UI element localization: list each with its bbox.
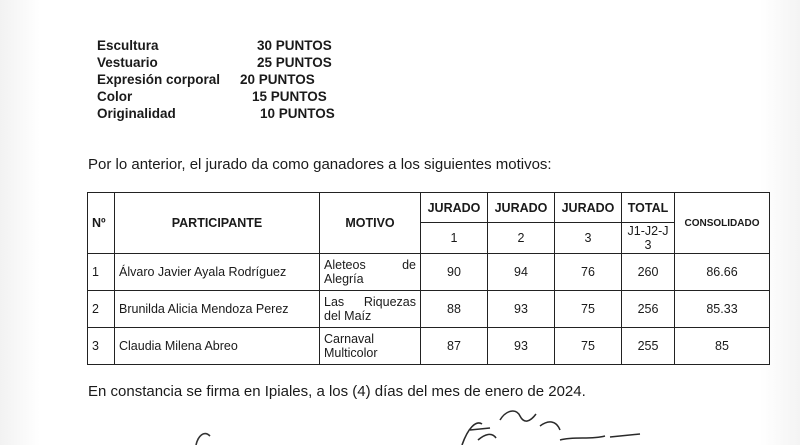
header-jurado-1: JURADO [421,193,488,223]
closing-statement: En constancia se firma en Ipiales, a los (4) días del mes de enero de 2024. [88,383,586,400]
cell-participant: Brunilda Alicia Mendoza Perez [115,291,320,328]
criterion-name: Expresión corporal [97,72,221,87]
header-total: TOTAL [622,193,675,223]
cell-no: 3 [88,328,115,365]
header-jurado-3: JURADO [555,193,622,223]
cell-motivo: Las Riquezas del Maíz [320,291,421,328]
cell-jurado-1: 90 [421,254,488,291]
intro-paragraph: Por lo anterior, el jurado da como ganadores a los siguientes motivos: [88,156,552,173]
cell-total: 260 [622,254,675,291]
header-jurado-number: 1 [421,223,488,254]
signature-right [462,411,640,445]
criterion-name: Escultura [97,38,159,53]
criterion-name: Color [97,89,133,104]
cell-jurado-2: 94 [488,254,555,291]
header-jurado-number: 3 [555,223,622,254]
table-header-row [88,193,770,223]
criterion-points: 20 PUNTOS [240,72,315,87]
cell-motivo: Carnaval Multicolor [320,328,421,365]
cell-jurado-2: 93 [488,328,555,365]
cell-jurado-2: 93 [488,291,555,328]
header-jurado-number: 2 [488,223,555,254]
header-consolidado: CONSOLIDADO [675,193,770,254]
cell-total: 255 [622,328,675,365]
cell-participant: Álvaro Javier Ayala Rodríguez [115,254,320,291]
header-motivo: MOTIVO [320,193,421,254]
cell-consolidado: 86.66 [675,254,770,291]
signature-left-stroke [196,434,210,445]
header-no: Nº [88,193,115,254]
table-row [88,328,770,365]
criterion-points: 10 PUNTOS [260,106,335,121]
cell-jurado-1: 87 [421,328,488,365]
header-total-sub: J1-J2-J3 [622,223,675,254]
cell-jurado-1: 88 [421,291,488,328]
table-row [88,291,770,328]
table-row [88,254,770,291]
criterion-points: 30 PUNTOS [257,38,332,53]
results-table [87,192,770,365]
cell-no: 2 [88,291,115,328]
cell-total: 256 [622,291,675,328]
cell-participant: Claudia Milena Abreo [115,328,320,365]
cell-jurado-3: 75 [555,291,622,328]
header-jurado-2: JURADO [488,193,555,223]
cell-jurado-3: 76 [555,254,622,291]
criterion-name: Originalidad [97,106,176,121]
header-participant: PARTICIPANTE [115,193,320,254]
cell-jurado-3: 75 [555,328,622,365]
cell-consolidado: 85 [675,328,770,365]
criterion-name: Vestuario [97,55,158,70]
cell-motivo: Aleteos de Alegría [320,254,421,291]
criterion-points: 25 PUNTOS [257,55,332,70]
criterion-points: 15 PUNTOS [252,89,327,104]
cell-no: 1 [88,254,115,291]
cell-consolidado: 85.33 [675,291,770,328]
